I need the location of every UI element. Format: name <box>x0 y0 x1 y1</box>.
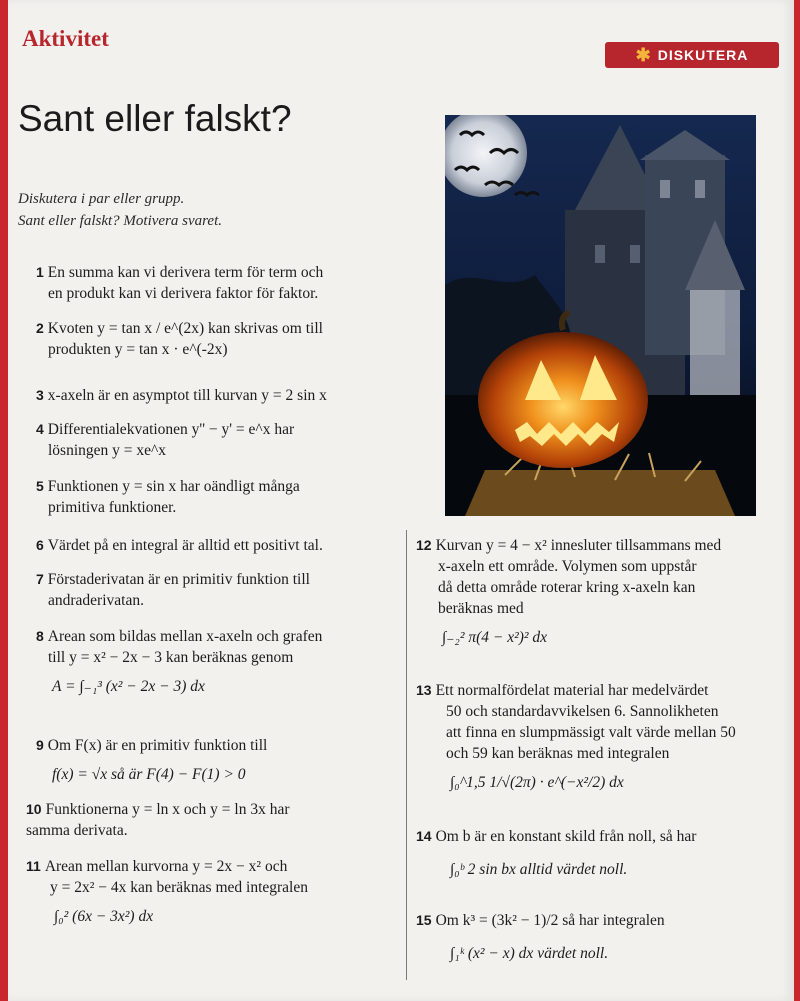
question-line: då detta område roterar kring x-axeln kan <box>438 579 696 596</box>
question-line: till y = x² − 2x − 3 kan beräknas genom <box>48 649 294 666</box>
question-line: och 59 kan beräknas med integralen <box>446 745 670 762</box>
question-line: primitiva funktioner. <box>48 499 177 516</box>
question-number: 2 <box>36 320 44 336</box>
question-line: Arean mellan kurvorna y = 2x − x² och <box>44 858 288 875</box>
question-number: 4 <box>36 421 44 437</box>
badge-label: DISKUTERA <box>657 47 749 63</box>
question-line: x-axeln ett område. Volymen som uppstår <box>438 558 697 575</box>
question-line: en produkt kan vi derivera faktor för faktor. <box>48 285 319 302</box>
question-number: 12 <box>416 537 432 553</box>
question-14 <box>416 826 696 880</box>
textbook-page <box>8 0 794 1001</box>
question-formula: ∫₀² (6x − 3x²) dx <box>54 908 154 925</box>
question-line: Funktionen y = sin x har oändligt många <box>47 478 300 495</box>
question-line: produkten y = tan x · e^(-2x) <box>48 341 228 358</box>
question-number: 15 <box>416 912 432 928</box>
question-3 <box>36 385 327 406</box>
intro-text <box>18 188 398 232</box>
star-icon: ✱ <box>635 45 652 65</box>
question-formula: ∫₀^1,5 1/√(2π) · e^(−x²/2) dx <box>450 774 624 791</box>
question-line: beräknas med <box>438 600 524 617</box>
question-12 <box>416 535 721 648</box>
question-line: andraderivatan. <box>48 592 144 609</box>
question-line: Om k³ = (3k² − 1)/2 så har integralen <box>435 912 665 929</box>
question-formula: ∫₋₂² π(4 − x²)² dx <box>442 629 548 646</box>
question-11 <box>26 856 308 927</box>
question-number: 14 <box>416 828 432 844</box>
question-number: 9 <box>36 737 44 753</box>
jack-o-lantern <box>478 332 648 468</box>
question-7 <box>36 569 310 611</box>
question-line: Om F(x) är en primitiv funktion till <box>47 737 268 754</box>
question-number: 13 <box>416 682 432 698</box>
question-number: 7 <box>36 571 44 587</box>
question-2 <box>36 318 323 360</box>
question-15 <box>416 910 665 964</box>
question-number: 3 <box>36 387 44 403</box>
question-number: 1 <box>36 264 44 280</box>
question-line: Arean som bildas mellan x-axeln och grafen <box>47 628 323 645</box>
question-line: En summa kan vi derivera term för term och <box>47 264 324 281</box>
question-line: y = 2x² − 4x kan beräknas med integralen <box>50 879 308 896</box>
page-title: Sant eller falskt? <box>18 98 292 139</box>
question-line: x-axeln är en asymptot till kurvan y = 2 sin x <box>47 387 327 404</box>
section-label: Aktivitet <box>22 26 109 51</box>
question-line: att finna en slumpmässigt valt värde mellan 50 <box>446 724 736 741</box>
question-line: Differentialekvationen y'' − y' = e^x har <box>47 421 295 438</box>
halloween-castle-image <box>445 115 756 516</box>
diskutera-badge <box>605 42 779 68</box>
question-6 <box>36 535 323 556</box>
question-number: 8 <box>36 628 44 644</box>
question-number: 11 <box>26 858 41 874</box>
question-line: Kvoten y = tan x / e^(2x) kan skrivas om till <box>47 320 323 337</box>
question-line: Funktionerna y = ln x och y = ln 3x har <box>45 801 290 818</box>
question-line: samma derivata. <box>26 822 128 839</box>
question-9 <box>36 735 267 785</box>
question-formula: A = ∫₋₁³ (x² − 2x − 3) dx <box>52 678 205 695</box>
castle-illustration <box>445 115 756 516</box>
question-line: lösningen y = xe^x <box>48 442 167 459</box>
question-number: 6 <box>36 537 44 553</box>
question-10 <box>26 799 290 841</box>
intro-line: Diskutera i par eller grupp. <box>18 191 185 207</box>
question-number: 10 <box>26 801 42 817</box>
question-formula: ∫₀ᵇ 2 sin bx alltid värdet noll. <box>450 861 628 878</box>
question-line: 50 och standardavvikelsen 6. Sannolikheten <box>446 703 719 720</box>
question-number: 5 <box>36 478 44 494</box>
question-line: Kurvan y = 4 − x² innesluter tillsammans med <box>435 537 722 554</box>
question-line: Värdet på en integral är alltid ett positivt tal. <box>47 537 323 554</box>
intro-line: Sant eller falskt? Motivera svaret. <box>18 213 222 229</box>
question-formula: f(x) = √x så är F(4) − F(1) > 0 <box>52 766 246 783</box>
question-1 <box>36 262 323 304</box>
question-13 <box>416 680 736 793</box>
column-divider <box>406 530 407 980</box>
question-8 <box>36 626 322 697</box>
question-line: Ett normalfördelat material har medelvärdet <box>435 682 709 699</box>
question-5 <box>36 476 300 518</box>
question-line: Förstaderivatan är en primitiv funktion till <box>47 571 310 588</box>
question-4 <box>36 419 294 461</box>
question-line: Om b är en konstant skild från noll, så har <box>435 828 697 845</box>
question-formula: ∫₁ᵏ (x² − x) dx värdet noll. <box>450 945 609 962</box>
